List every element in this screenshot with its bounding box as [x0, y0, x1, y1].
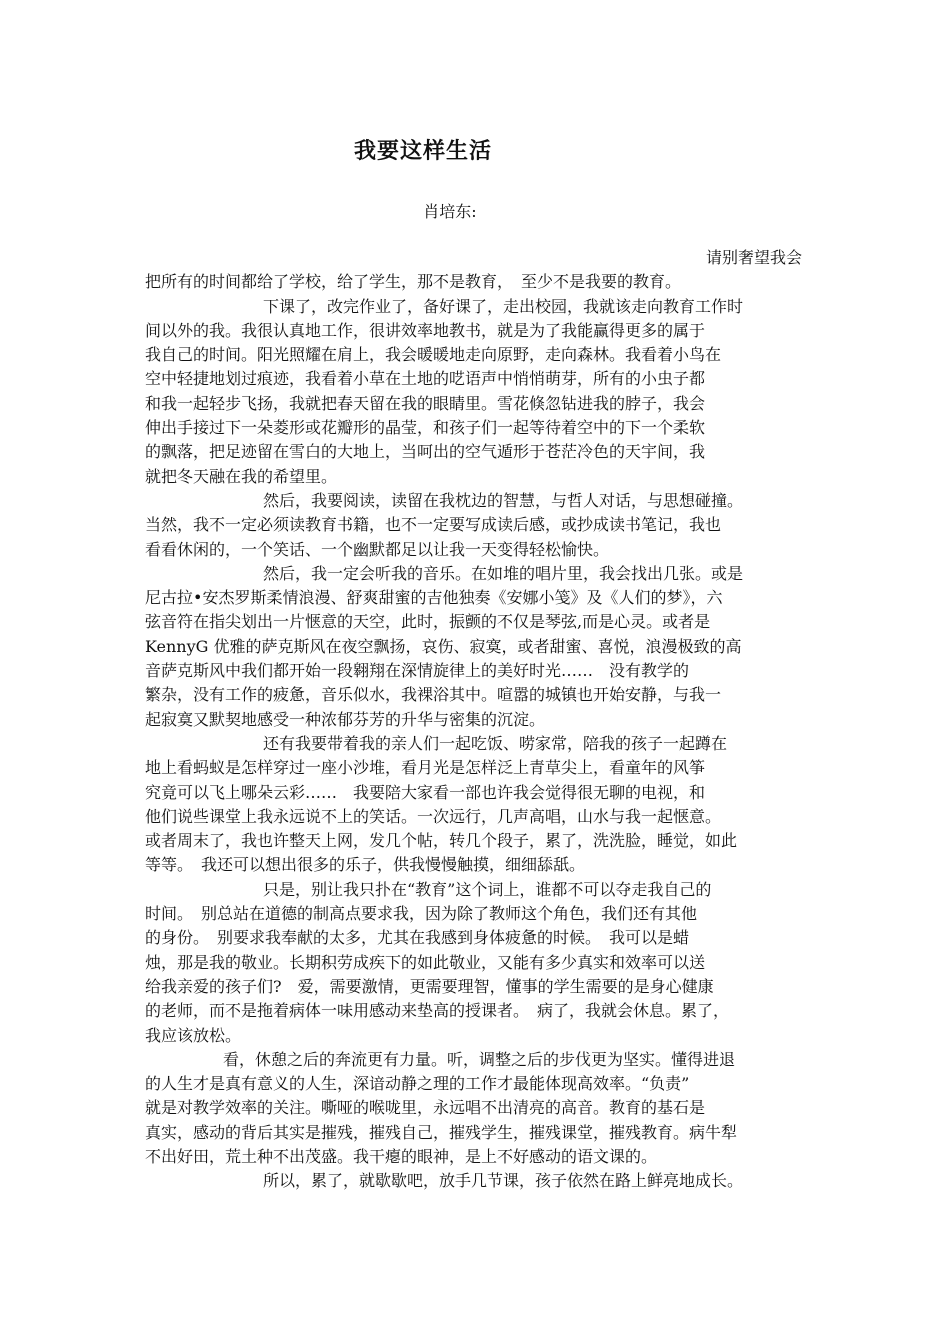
text-line: 和我一起轻步飞扬，我就把春天留在我的眼睛里。雪花倏忽钻进我的脖子，我会 [145, 393, 706, 413]
paragraph-start: 只是，别让我只扑在“教育”这个词上，谁都不可以夺走我自己的 [263, 879, 712, 899]
text-line: 的飘落，把足迹留在雪白的大地上，当呵出的空气遁形于苍茫冷色的天宇间，我 [145, 442, 706, 462]
text-line: 给我亲爱的孩子们? 爱，需要激情，更需要理智，懂事的学生需要的是身心健康 [145, 976, 714, 996]
author-name: 肖培东: [423, 202, 477, 221]
text-line: 就把冬天融在我的希望里。 [145, 466, 338, 486]
article-body [145, 246, 810, 1194]
page-title: 我要这样生活 [353, 138, 492, 164]
text-line: 真实，感动的背后其实是摧残，摧残自己，摧残学生，摧残课堂，摧残教育。病牛犁 [145, 1122, 738, 1142]
text-line: 时间。 别总站在道德的制高点要求我，因为除了教师这个角色，我们还有其他 [145, 904, 698, 924]
text-line: 尼古拉•安杰罗斯柔情浪漫、舒爽甜蜜的吉他独奏《安娜小笺》及《人们的梦》，六 [145, 588, 723, 608]
text-line: 的人生才是真有意义的人生，深谙动静之理的工作才最能体现高效率。“负责” [145, 1074, 690, 1094]
text-line: 烛，那是我的敬业。长期积劳成疾下的如此敬业，又能有多少真实和效率可以送 [145, 952, 706, 972]
text-line: 把所有的时间都给了学校，给了学生，那不是教育， 至少不是我要的教育。 [145, 272, 682, 292]
text-line: 伸出手接过下一朵菱形或花瓣形的晶莹，和孩子们一起等待着空中的下一个柔软 [145, 418, 706, 438]
text-line: 地上看蚂蚁是怎样穿过一座小沙堆，看月光是怎样泛上青草尖上，看童年的风筝 [145, 758, 706, 778]
paragraph-start: 然后，我一定会听我的音乐。在如堆的唱片里，我会找出几张。或是 [263, 563, 744, 583]
text-line: 请别奢望我会 [705, 248, 802, 267]
text-line: 的身份。 别要求我奉献的太多，尤其在我感到身体疲惫的时候。 我可以是蜡 [145, 928, 690, 948]
text-line: 等等。 我还可以想出很多的乐子，供我慢慢触摸，细细舔舐。 [145, 855, 586, 875]
text-line: 音萨克斯风中我们都开始一段翱翔在深情旋律上的美好时光…… 没有教学的 [145, 661, 690, 681]
text-line: KennyG 优雅的萨克斯风在夜空飘扬，哀伤、寂寞，或者甜蜜、喜悦，浪漫极致的高 [145, 636, 742, 656]
text-line: 繁杂，没有工作的疲惫，音乐似水，我裸浴其中。喧嚣的城镇也开始安静，与我一 [145, 685, 722, 705]
text-line: 或者周末了，我也许整天上网，发几个帖，转几个段子，累了，洗洗脸，睡觉，如此 [145, 831, 738, 851]
text-line: 我自己的时间。阳光照耀在肩上，我会暖暖地走向原野，走向森林。我看着小鸟在 [145, 345, 722, 365]
paragraph-start: 所以，累了，就歇歇吧，放手几节课，孩子依然在路上鲜亮地成长。 [263, 1171, 744, 1191]
text-line: 究竟可以飞上哪朵云彩…… 我要陪大家看一部也许我会觉得很无聊的电视，和 [145, 782, 706, 802]
text-line: 我应该放松。 [145, 1025, 242, 1045]
paragraph-start: 下课了，改完作业了，备好课了，走出校园，我就该走向教育工作时 [263, 296, 744, 316]
text-line: 弦音符在指尖划出一片惬意的天空，此时，振颤的不仅是琴弦,而是心灵。或者是 [145, 612, 711, 632]
text-line: 看看休闲的，一个笑话、一个幽默都足以让我一天变得轻松愉快。 [145, 539, 610, 559]
text-line: 当然，我不一定必须读教育书籍，也不一定要写成读后感，或抄成读书笔记，我也 [145, 515, 722, 535]
paragraph-start: 看，休憩之后的奔流更有力量。听，调整之后的步伐更为坚实。懂得进退 [223, 1049, 736, 1069]
text-line: 空中轻捷地划过痕迹，我看着小草在土地的呓语声中悄悄萌芽，所有的小虫子都 [145, 369, 706, 389]
text-line: 不出好田，荒土种不出茂盛。我干瘪的眼神，是上不好感动的语文课的。 [145, 1146, 658, 1166]
paragraph-start: 还有我要带着我的亲人们一起吃饭、唠家常，陪我的孩子一起蹲在 [263, 733, 728, 753]
paragraph-start: 然后，我要阅读，读留在我枕边的智慧，与哲人对话，与思想碰撞。 [263, 490, 744, 510]
text-line: 的老师，而不是拖着病体一味用感动来垫高的授课者。 病了，我就会休息。累了， [145, 1001, 730, 1021]
text-line: 他们说些课堂上我永远说不上的笑话。一次远行，几声高唱，山水与我一起惬意。 [145, 806, 722, 826]
text-line: 就是对教学效率的关注。嘶哑的喉咙里，永远唱不出清亮的高音。教育的基石是 [145, 1098, 706, 1118]
text-line: 间以外的我。我很认真地工作，很讲效率地教书，就是为了我能赢得更多的属于 [145, 320, 706, 340]
text-line: 起寂寞又默契地感受一种浓郁芬芳的升华与密集的沉淀。 [145, 709, 546, 729]
